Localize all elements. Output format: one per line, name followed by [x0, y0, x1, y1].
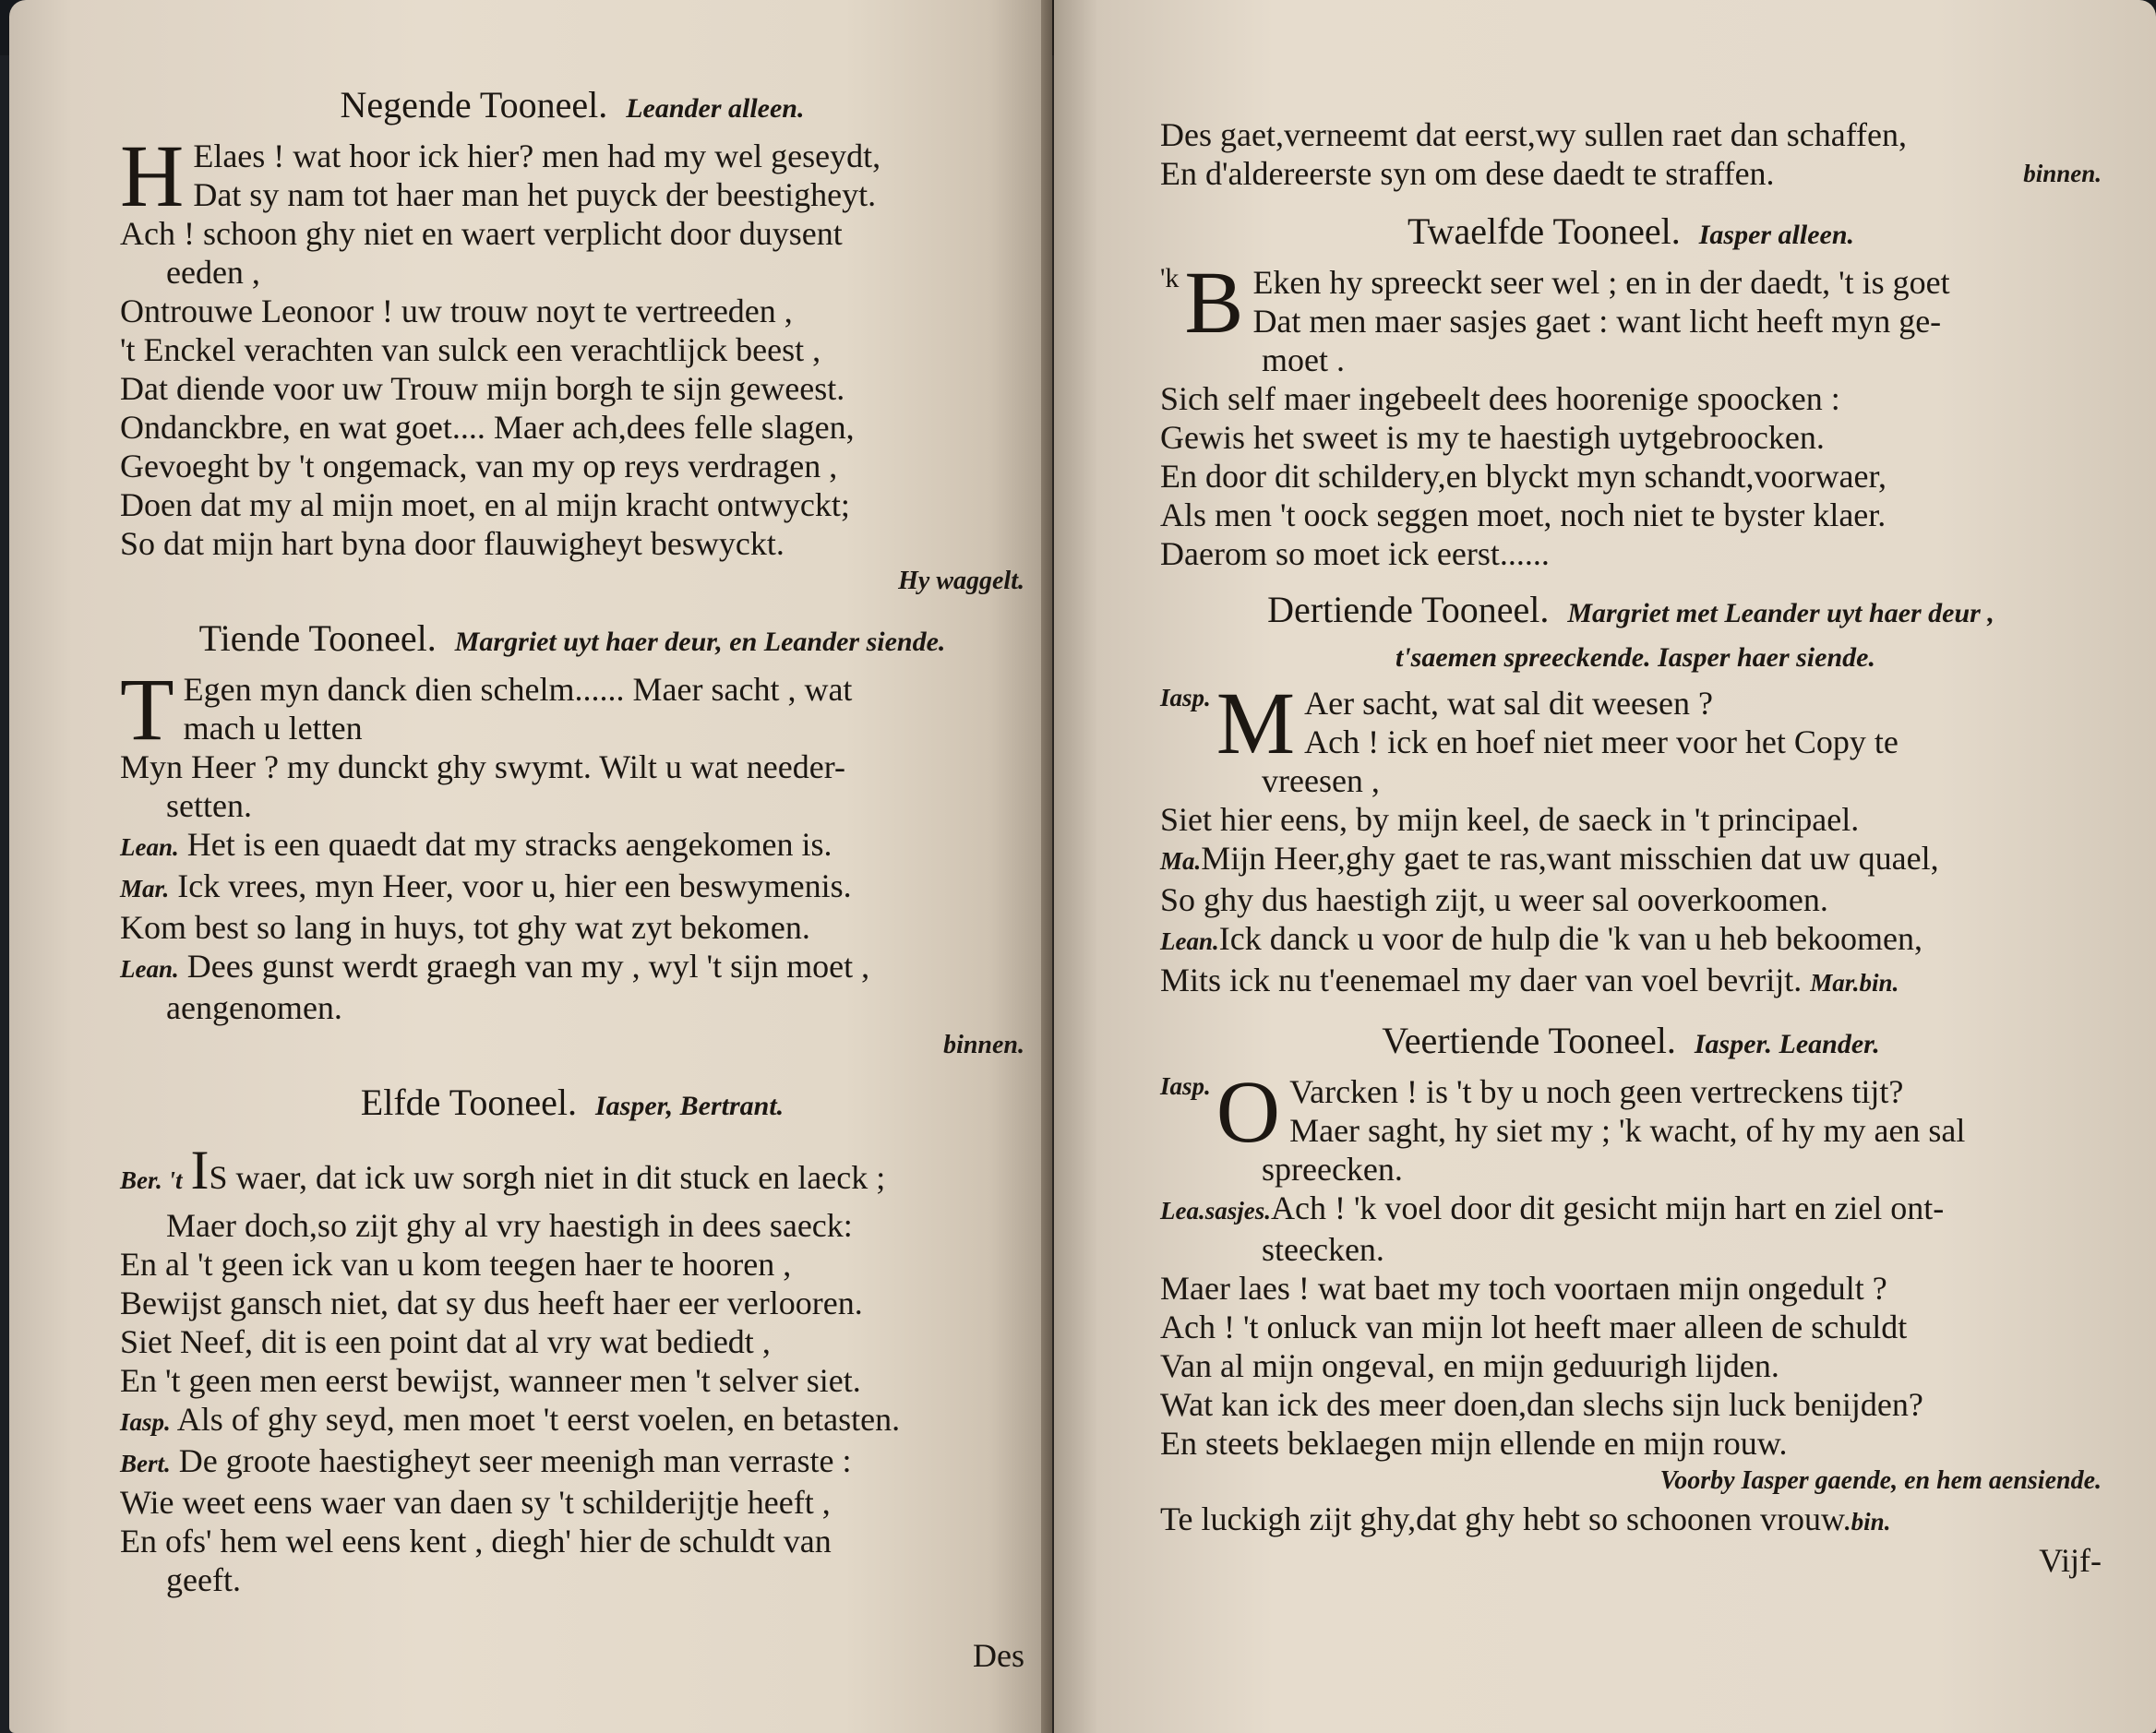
verse-line: Ach ! ick en hoef niet meer voor het Copy te	[1304, 723, 1898, 760]
catchword: Vijf-	[2039, 1542, 2102, 1579]
scene-title: Dertiende Tooneel.	[1267, 589, 1550, 630]
verse-line: Als men 't oock seggen moet, noch niet te byster klaer.	[1160, 496, 1886, 533]
verse-line	[1160, 1189, 2102, 1230]
verse-line: Maer doch,so zijt ghy al vry haestigh in dees saeck:	[166, 1207, 853, 1244]
verse-line: 't Enckel verachten van sulck een verachtlijck beest ,	[120, 331, 821, 368]
scene-text-negende	[120, 126, 1024, 600]
verse-line: eeden ,	[166, 254, 260, 291]
verse-line: Van al mijn ongeval, en mijn geduurigh lijden.	[1160, 1347, 1779, 1384]
scene-heading-tiende	[120, 616, 1024, 664]
scene-text-elfde	[120, 1134, 1024, 1675]
verse-line: So ghy dus haestigh zijt, u weer sal ooverkoomen.	[1160, 881, 1828, 918]
speaker-label: Ma.	[1160, 847, 1202, 875]
verse-line: En ofs' hem wel eens kent , diegh' hier de schuldt van	[120, 1523, 832, 1560]
verse-line: Dat sy nam tot haer man het puyck der beestigheyt.	[193, 176, 877, 213]
verse-line	[1160, 154, 2102, 193]
scene-heading-negende	[120, 83, 1024, 131]
verse-line: Maer laes ! wat baet my toch voortaen mijn ongedult ?	[1160, 1270, 1887, 1307]
verse-line: Myn Heer ? my dunckt ghy swymt. Wilt u wat needer-	[120, 748, 845, 785]
verse-line: Sich self maer ingebeelt dees hoorenige spoocken :	[1160, 380, 1840, 417]
verse-line	[1160, 919, 2102, 961]
verse-line: Ondanckbre, en wat goet.... Maer ach,dees felle slagen,	[120, 409, 855, 446]
verse-line: mach u letten	[183, 710, 363, 747]
verse-text: Ach ! 'k voel door dit gesicht mijn hart en ziel ont-	[1270, 1189, 1945, 1226]
scene-text-tiende	[120, 660, 1024, 1064]
scene-cast: Margriet uyt haer deur, en Leander siende.	[454, 627, 946, 657]
verse-line: En steets beklaegen mijn ellende en mijn rouw.	[1160, 1425, 1788, 1462]
verse-text: De groote haestigheyt seer meenigh man verraste :	[178, 1442, 852, 1479]
scene-heading-elfde	[120, 1081, 1024, 1129]
drop-cap: I	[190, 1140, 210, 1201]
verse-line: geeft.	[166, 1561, 241, 1598]
scene-title: Veertiende Tooneel.	[1382, 1020, 1676, 1061]
scene-text-twaelfde	[1160, 253, 2102, 573]
scene-cast: Leander alleen.	[626, 93, 805, 124]
verse-line: Kom best so lang in huys, tot ghy wat zyt bekomen.	[120, 909, 810, 946]
speaker-label: Mar.	[120, 875, 170, 902]
speaker-label: Bert.	[120, 1450, 171, 1477]
verse-text: Ick vrees, myn Heer, voor u, hier een beswymenis.	[177, 867, 852, 904]
verse-line: vreesen ,	[1262, 762, 1380, 799]
verse-line	[1160, 961, 2102, 1002]
scene-cast: Iasper alleen.	[1698, 220, 1855, 250]
verse-text: Als of ghy seyd, men moet 't eerst voelen, en betasten.	[176, 1401, 901, 1438]
verse-line: Varcken ! is 't by u noch geen vertreckens tijt?	[1289, 1073, 1904, 1110]
scene-title: Negende Tooneel.	[340, 84, 608, 125]
verse-line: Elaes ! wat hoor ick hier? men had my wel geseydt,	[193, 137, 881, 174]
verse-line: spreecken.	[1262, 1151, 1403, 1188]
verse-line	[120, 1134, 1024, 1206]
verse-line: steecken.	[1262, 1231, 1384, 1268]
stage-direction: bin.	[1851, 1508, 1891, 1536]
verse-text: En d'aldereerste syn om dese daedt te straffen.	[1160, 155, 1775, 192]
verse-text: Dees gunst werdt graegh van my , wyl 't sijn moet ,	[186, 948, 870, 985]
verse-line: Eken hy spreeckt seer wel ; en in der daedt, 't is goet	[1252, 264, 1950, 301]
speaker-label: Lean.	[1160, 927, 1219, 955]
scene-title: Elfde Tooneel.	[360, 1082, 577, 1123]
verse-line: Daerom so moet ick eerst......	[1160, 535, 1550, 572]
verse-line	[120, 947, 1024, 988]
verse-line: Des gaet,verneemt dat eerst,wy sullen raet dan schaffen,	[1160, 116, 1907, 153]
continuation-text	[1160, 115, 2102, 193]
verse-line: En al 't geen ick van u kom teegen haer te hooren ,	[120, 1246, 792, 1283]
verse-prefix: 'k	[1160, 263, 1180, 293]
verse-line	[1160, 1500, 2102, 1541]
scene-heading-twaelfde	[1160, 209, 2102, 257]
verse-text: S waer, dat ick uw sorgh niet in dit stuck en laeck ;	[209, 1159, 886, 1196]
verse-line: En 't geen men eerst bewijst, wanneer men 't selver siet.	[120, 1362, 861, 1399]
verse-line	[120, 1441, 1024, 1483]
speaker-label: Lean.	[120, 833, 179, 861]
stage-direction: Mar.bin.	[1810, 969, 1899, 997]
speaker-label: Iasp.	[120, 1408, 171, 1436]
verse-line: Ach ! 't onluck van mijn lot heeft maer alleen de schuldt	[1160, 1309, 1908, 1345]
verse-text: Ick danck u voor de hulp die 'k van u heb bekoomen,	[1218, 920, 1923, 957]
scene-title: Tiende Tooneel.	[198, 617, 437, 659]
verse-line	[120, 1400, 1024, 1441]
stage-direction: Hy waggelt.	[898, 567, 1024, 595]
verse-line: Ach ! schoon ghy niet en waert verplicht door duysent	[120, 215, 843, 252]
catchword: Des	[973, 1637, 1024, 1674]
verse-line: En door dit schildery,en blyckt myn schandt,voorwaer,	[1160, 458, 1887, 495]
verse-line: Egen myn danck dien schelm...... Maer sacht , wat	[183, 671, 853, 708]
verse-line: Siet hier eens, by mijn keel, de saeck in 't principael.	[1160, 801, 1860, 838]
verse-line: Wie weet eens waer van daen sy 't schilderijtje heeft ,	[120, 1484, 831, 1521]
verse-line: Dat men maer sasjes gaet : want licht heeft myn ge-	[1252, 303, 1942, 340]
verse-line: setten.	[166, 787, 252, 824]
drop-cap: O	[1216, 1062, 1281, 1161]
right-page	[1054, 0, 2156, 1733]
speaker-label: Iasp.	[1160, 1072, 1211, 1100]
verse-line	[120, 866, 1024, 908]
verse-text: Het is een quaedt dat my stracks aengekomen is.	[186, 826, 832, 863]
speaker-label: Iasp.	[1160, 684, 1211, 711]
verse-line: Bewijst gansch niet, dat sy dus heeft haer eer verlooren.	[120, 1285, 863, 1321]
verse-line: aengenomen.	[166, 989, 342, 1026]
stage-direction: binnen.	[943, 1031, 1024, 1059]
scene-text-veertiende	[1160, 1062, 2102, 1580]
stage-direction: binnen.	[2023, 160, 2102, 187]
verse-line: So dat mijn hart byna door flauwigheyt beswyckt.	[120, 525, 785, 562]
scene-cast-continued: t'saemen spreeckende. Iasper haer siende.	[1395, 642, 1875, 673]
verse-line: Ontrouwe Leonoor ! uw trouw noyt te vertreeden ,	[120, 293, 793, 329]
scene-text-dertiende	[1160, 674, 2102, 1002]
verse-line: Wat kan ick des meer doen,dan slechs sijn luck benijden?	[1160, 1386, 1923, 1423]
left-page	[9, 0, 1052, 1733]
drop-cap: H	[120, 126, 185, 225]
right-column	[1160, 115, 2102, 1596]
verse-line: Gevoeght by 't ongemack, van my op reys verdragen ,	[120, 448, 838, 484]
verse-line: Aer sacht, wat sal dit weesen ?	[1304, 685, 1713, 722]
verse-line: Dat diende voor uw Trouw mijn borgh te sijn geweest.	[120, 370, 845, 407]
scene-heading-veertiende	[1160, 1019, 2102, 1067]
scene-cast: Iasper, Bertrant.	[594, 1091, 785, 1121]
verse-text: Mijn Heer,ghy gaet te ras,want misschien dat uw quael,	[1201, 840, 1939, 877]
verse-line: Gewis het sweet is my te haestigh uytgebroocken.	[1160, 419, 1825, 456]
verse-text: Te luckigh zijt ghy,dat ghy hebt so schoonen vrouw.	[1160, 1500, 1851, 1537]
scene-title: Twaelfde Tooneel.	[1407, 210, 1681, 252]
scene-cast: Iasper. Leander.	[1694, 1029, 1880, 1059]
verse-line	[120, 825, 1024, 866]
drop-cap: M	[1216, 674, 1296, 772]
left-column	[120, 83, 1024, 1691]
speaker-label: Lea.sasjes.	[1160, 1197, 1271, 1225]
verse-line: Doen dat my al mijn moet, en al mijn kracht ontwyckt;	[120, 486, 850, 523]
scene-cast: Margriet met Leander uyt haer deur ,	[1567, 598, 1994, 628]
drop-cap: T	[120, 660, 174, 759]
speaker-label: Lean.	[120, 955, 179, 983]
scene-heading-dertiende	[1160, 590, 2102, 678]
verse-line	[1160, 839, 2102, 880]
stage-direction: Voorby Iasper gaende, en hem aensiende.	[1659, 1466, 2102, 1495]
verse-text: Mits ick nu t'eenemael my daer van voel bevrijt.	[1160, 962, 1803, 998]
verse-line: Siet Neef, dit is een point dat al vry wat bediedt ,	[120, 1323, 771, 1360]
verse-line: moet .	[1262, 341, 1345, 378]
speaker-label: Ber. 't	[120, 1166, 183, 1194]
drop-cap: B	[1184, 253, 1244, 352]
verse-line: Maer saght, hy siet my ; 'k wacht, of hy my aen sal	[1289, 1112, 1966, 1149]
